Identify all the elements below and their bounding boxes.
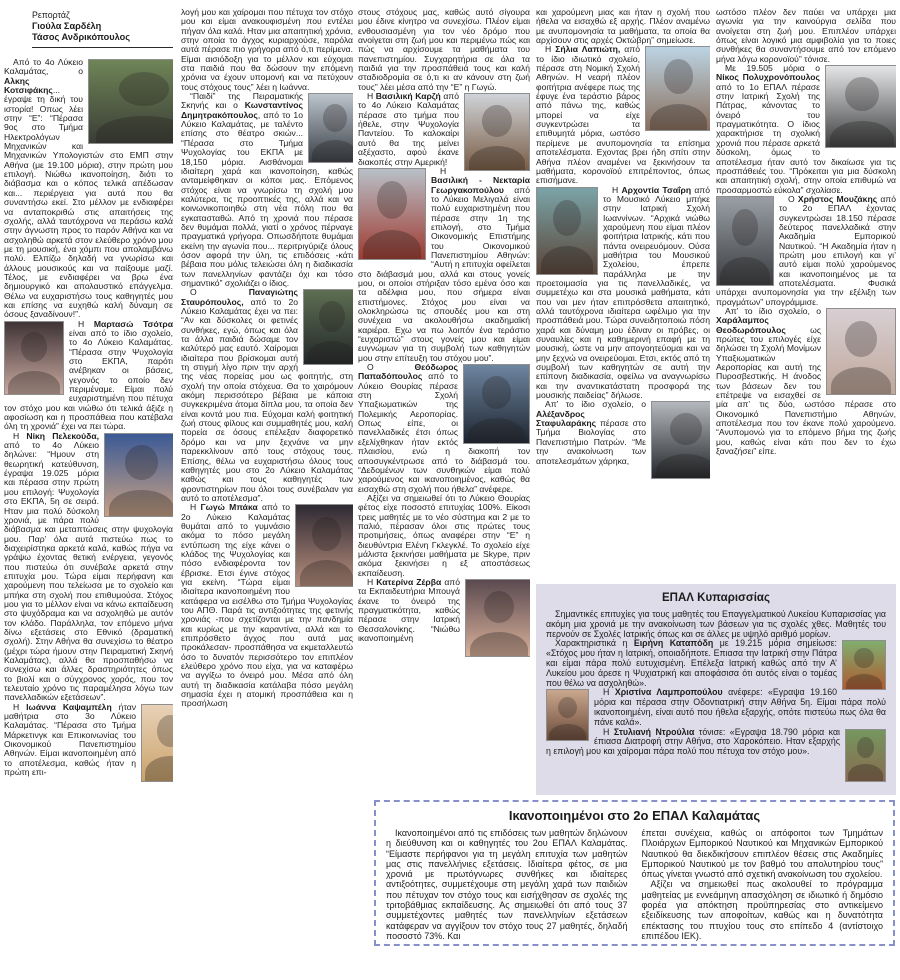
student-photo-alkis-kotsifakis: [88, 59, 173, 144]
article-paragraph: Η Βασιλική Καρζή από το 4ο Λύκειο Καλαμάτας πέρασε στο τμήμα που ήθελε, στην Ψυχολογία Παντείου. Το καλοκαίρι αυτό θα της μείνει αξέχαστο, αφού έκανε διακοπές στην Αμερική!: [358, 92, 530, 167]
portrait-silhouette-icon: [8, 371, 59, 395]
portrait-silhouette-icon: [650, 104, 707, 132]
portrait-silhouette-icon: [157, 715, 173, 747]
student-photo-martaso-tsotra: [4, 321, 64, 395]
student-photo-christina-lampropoulou: [546, 689, 589, 741]
column-1-text: [4, 58, 173, 777]
article-paragraph: Ο Παναγιώτης Σταυρόπουλος, από το 2ο Λύκειο Καλαμάτας έχει να πει: “Αν και δύσκολες οι φετινές συνθήκες, εγώ, όπως και όλα τα άλλα παιδιά δώσαμε τον καλύτερό μας εαυτό. Χαίρομαι ιδιαίτερα που βρίσκομαι αυτή τη στιγμή λίγο πριν την αρχή της νέας πορείας μου ως φοιτητής, στη σχολή την οποία στόχευα. Θα το χαιρόμουν ακόμη περισσότερο βέβαια με κάποια συγκεκριμένα άτομα δίπλα μου, τα οποία δεν είναι κοντά μου πια. Εύχομαι καλή φοιτητική ζωή στους φίλους και συμμαθητές μου, καλή πορεία σε όσους επέλεξαν διαφορετικό δρόμο και να μην ξεχνάνε να μην παρεκκλίνουν από τους στόχους τους. Επίσης, θέλω να ευχαριστήσω όλους τους καθηγητές μου στο 2ο Λύκειο Καλαμάτας καθώς και τους καθηγητές των φροντιστηρίων που όλοι τους συνέβαλαν για αυτό το αποτέλεσμα”.: [181, 288, 353, 503]
column-4-text: [536, 8, 710, 466]
article-paragraph: Η Νίκη Πελεκούδα, από το 4ο Λύκειο δηλώνει: “Ημουν στη θεωρητική κατεύθυνση, έγραψα 19.025 μόρια και πέρασα στην πρώτη μου επιλογή: Ψυχολογία στο ΕΚΠΑ, 5η σε σειρά. Ηταν μια πολύ δύσκολη χρονιά, με πάρα πολύ διάβασμα και μεταπτώσεις στην ψυχολογία μου. Παρ’ όλα αυτά πιστεύω πως το διαχειρίστηκα αρκετά καλά, καθώς πήγα να γράψω έχοντας θετική ενέργεια, γεγονός που πιστεύω ότι συνέβαλε αρκετά στην επιτυχία μου. Τώρα είμαι περήφανη και χαρούμενη που τελείωσα με το σχολείο και μπήκα στη σχολή που επιθυμούσα. Στόχος μου για το μέλλον είναι να κάνω εκπαίδευση στο ψυχόδραμα και να ασχοληθώ με αυτόν τον κλάδο. Παράλληλα, τον επόμενο μήνα δίνω εξετάσεις στο Εθνικό (δραματική σχολή). Στην Αθήνα θα συνεχίσω το θέατρο (μέχρι τώρα ήμουν στην Πειραματική Σκηνή Καλαμάτας), αλλά θα προσπαθήσω να συνεχίσω και άλλες δραστηριότητες όπως το βιολί και ο σύγχρονος χορός, που τον τελευταίο χρόνο τις παραμέλησα λόγω των πανελλαδικών εξετάσεων”.: [4, 432, 173, 703]
student-photo-eirini-katapodi: [842, 640, 886, 690]
student-photo-nikos-polychronopoulos: [825, 65, 896, 148]
portrait-silhouette-icon: [553, 200, 581, 236]
article-paragraph: Απ’ το ίδιο σχολείο, ο Χαράλαμπος Θεοδωρόπουλος ως πρώτες του επιλογές είχε δηλώσει τη Σχολή Μονίμων Υπαξιωματικών Αεροπορίας και αυτή της Πυροσβεστικής. Η άνοδος των βάσεων δεν του επέτρεψε να εισαχθεί σε μία απ’ τις δύο, ωστόσο πέρασε στο Οικονομικό Πανεπιστήμιο Αθηνών, αποτέλεσμα που τον έκανε πολύ χαρούμενο. “Ανυπομονώ για το επόμενο βήμα της ζωής μου, καθώς είναι κάτι που δεν το έχω ξαναζήσει” είπε.: [716, 306, 896, 457]
byline: [32, 10, 173, 48]
article-paragraph: “Παιδί” της Πειραματικής Σκηνής και ο Κωνσταντίνος Δημητρακόπουλος, από το 1ο Λύκειο Καλαμάτας, με ταλέντο επίσης στο θέατρο σκιών... “Πέρασα στο Τμήμα Ψυχολογίας του ΕΚΠΑ με 18,150 μόρια. Αισθάνομαι ιδιαίτερη χαρά και ικανοποίηση, καθώς ανταμείφθηκαν οι κόποι μας. Επόμενος στόχος είναι να γνωρίσω τη σχολή μου καλύτερα, τις προοπτικές της, αλλά και να κοινωνικοποιηθώ στη νέα πόλη που θα εγκατασταθώ. Από τη χρονιά που πέρασε δεν θυμάμαι πολλά, γιατί ο χρόνος πέρναγε πραγματικά γρήγορα. Οπωσδήποτε θυμάμαι εκείνη την αγωνία που... περιτριγύριζε όλους όσον αφορά την ύλη, τις επιδόσεις -κάτι βέβαια που μόλις τελειώσει όλη η διαδικασία των πανελληνίων φαντάζει όχι και τόσο σημαντικό” σχολιάζει ο ίδιος.: [181, 92, 353, 288]
student-photo-theodoros-papadopoulos: [463, 364, 530, 444]
student-photo-katerina-zerva: [465, 579, 530, 657]
epal-kalamata-box: [374, 800, 895, 946]
column-5-text: [716, 8, 896, 457]
portrait-silhouette-icon: [664, 59, 694, 94]
portrait-silhouette-icon: [831, 367, 891, 395]
article-paragraph: Από το 4ο Λύκειο Καλαμάτας, ο Αλκης Κοτσιφάκης... έγραψε τη δική του ιστορία! Οπως λέει στην “Ε”: “Πέρασα 9ος στο Τμήμα Ηλεκτρολόγων Μηχανικών και Μηχανικών Υπολογιστών στο ΕΜΠ στην Αθήνα (με 19.100 μόρια), στην πρώτη μου επιλογή. Νιώθω ικανοποίηση, διότι το διάβασμα και ο κόπος τελικά απέδωσαν και... περιέργεια για αυτά που θα συναντήσω εκεί. Στο μέλλον με ενδιαφέρει να ανταποκριθώ στις απαιτήσεις της σχολής, αλλά ταυτόχρονα να περάσω καλά στην άγνωστη προς το παρόν Αθήνα και να ασχοληθώ αρκετά στον ελεύθερο χρόνο μου με τη μουσική, ένα χόμπι που απολαμβάνω πολύ. Ελπίζω δηλαδή να γνωρίσω και άλλους μουσικούς και να παίξουμε μαζί. Τέλος, με ενδιαφέρει να βρω ένα δημιουργικό και απολαυστικό επάγγελμα. Θέλω να ευχαριστήσω τους καθηγητές μου και επίσης να ευχηθώ καλή δύναμη σε όσους ξαναδίνουν!”.: [4, 58, 173, 320]
article-paragraph: Η Ιωάννα Καψαμπέλη ήταν μαθήτρια στο 3ο Λύκειο Καλαμάτας. “Πέρασα στο Τμήμα Μάρκετινγκ και Επικοινωνίας του Οικονομικού Πανεπιστημίου Αθηνών. Είμαι ικανοποιημένη από το αποτέλεσμα, καθώς ήταν η πρώτη επι-: [4, 703, 173, 778]
byline-author-1: Γιούλα Σαρδέλη: [32, 21, 102, 31]
portrait-silhouette-icon: [312, 140, 353, 163]
article-paragraph: Αξίζει να σημειωθεί ότι το Λύκειο Θουρίας φέτος είχε ποσοστό επιτυχίας 100%. Είκοσι τρεις μαθητές με το νέο σύστημα και 2 με το παλιό, πέρασαν όλοι στις πρώτες τους προτιμήσεις, όπως αναφέρει στην “Ε” η διευθύντρια Ελένη Γκλεγκλέ. Το σχολείο είχε μάλιστα ξεκινήσει μαθήματα με Skype, πριν ακόμα ξεκινήσει η εξ αποστάσεως εκπαίδευση.: [358, 492, 530, 578]
student-photo-ioanna-kapsampeli: [141, 704, 173, 782]
byline-author-2: Τάσος Ανδρικόπουλος: [32, 32, 130, 42]
student-photo-styliani-ntroulia: [845, 729, 886, 782]
article-paragraph: έπεται συνέχεια, καθώς οι απόφοιτοι των Τμημάτων Πλοιάρχων Εμπορικού Ναυτικού και Μηχανικών Εμπορικού Ναυτικού θα διεκδικήσουν επιπλέον θέσεις στις Ακαδημίες Εμπορικού Ναυτικού με τον βαθμό του απολυτηρίου τους” όπως γίνεται γνωστό από σχετική ανακοίνωση του σχολείου.: [641, 828, 883, 880]
article-column-2: [181, 8, 353, 948]
kyparissia-box-text: [546, 610, 886, 757]
article-column-1: [4, 8, 173, 948]
portrait-silhouette-icon: [323, 104, 347, 133]
portrait-silhouette-icon: [119, 72, 170, 107]
portrait-silhouette-icon: [319, 301, 345, 332]
kyparissia-success-box: [536, 584, 896, 795]
epal-box-left-column: [386, 828, 628, 941]
epal-box-title: Ικανοποιημένοι στο 2ο ΕΠΑΛ Καλαμάτας: [508, 808, 761, 823]
portrait-silhouette-icon: [670, 413, 701, 445]
article-paragraph: λογή μου και χαίρομαι που πέτυχα τον στόχο μου και είμαι ανακουφισμένη που εντέλει πήγαν όλα καλά. Ηταν μια απαιτητική χρόνια, στην οποία το άγχος κυριαρχούσε, παρόλα αυτά πέρασε πιο γρήγορα από ό,τι περίμενα. Είμαι αισιόδοξη για το μέλλον και εύχομαι στα παιδιά που θα δώσουν την επόμενη χρόνια να έχουν υπομονή και να πετύχουν τους στόχους τους” λέει η Ιωάννα.: [181, 8, 353, 92]
article-paragraph: και χαρούμενη μιας και ήταν η σχολή που ήθελα να εισαχθώ εξ αρχής. Πλέον αναμένω με ανυπομονησία τα μαθήματα, τα οποία θα αρχίσουν στις αρχές Οκτώβρη” σημείωσε.: [536, 8, 710, 46]
portrait-silhouette-icon: [857, 737, 875, 758]
epal-box-right-column: [642, 828, 884, 941]
portrait-silhouette-icon: [549, 724, 585, 741]
article-column-5: [716, 8, 896, 582]
portrait-silhouette-icon: [145, 756, 173, 781]
article-paragraph: ωστόσο πλέον δεν παύει να υπάρχει μια αγωνία για την καινούργια σελίδα που ανοίγεται στη ζωή μου. Επιπλέον υπάρχει όπως είναι λογικό μια αμφιβολία για το ποιες συνθήκες θα συναντήσουμε από τον επόμενο μήνα λόγω κορονοϊού” τόνισε.: [716, 8, 896, 64]
article-paragraph: Ο Χρήστος Μουζάκης από το 2ο ΕΠΑΛ έχοντας συγκεντρώσει 18.150 πέρασε δεύτερος πανελλαδικά στην Ακαδημία Εμπορικού Ναυτικού. “Η Ακαδημία ήταν η πρώτη μου επιλογή και γι’ αυτό είμαι πολύ χαρούμενος και ικανοποιημένος με τα αποτελέσματα. Φυσικά υπάρχει ανυπομονησία για την εξέλιξη των πραγμάτων” υπογράμμισε.: [716, 193, 896, 307]
kyparissia-box-title: ΕΠΑΛ Κυπαρισσίας: [662, 592, 770, 604]
student-photo-niki-pelekouda: [104, 433, 173, 517]
student-photo-alexandros-stafylarakis: [651, 401, 710, 479]
portrait-silhouette-icon: [541, 246, 594, 275]
portrait-silhouette-icon: [307, 341, 353, 366]
student-photo-silia-lapioti: [645, 46, 710, 131]
portrait-silhouette-icon: [21, 332, 48, 362]
portrait-silhouette-icon: [312, 517, 340, 551]
portrait-silhouette-icon: [300, 560, 353, 587]
article-paragraph: Με 19.505 μόρια ο Νίκος Πολυχρονόπουλος από το 1ο ΕΠΑΛ πέρασε στην Ιατρική Σχολή της Πάτρας, κάνοντας το όνειρό του πραγματικότητα. Ο ίδιος χαρακτήρισε τη σχολική χρονιά που πέρασε αρκετά δύσκολη, όμως το αποτέλεσμα ήταν αυτό τον δικαίωσε για τις προσπάθειές του. “Πρόκειται για μια δύσκολη και απαιτητική σχολή, στην οποία επιθυμώ να προσαρμοστώ εύκολα” σχολίασε.: [716, 64, 896, 195]
article-column-3: [358, 8, 530, 796]
article-column-4: [536, 8, 710, 582]
article-paragraph: Η Βασιλική - Νεκταρία Γεωργακοπούλου από το Λύκειο Μελιγαλά είναι πολύ ευχαριστημένη που πέρασε στην 1η της επιλογή, στο Τμήμα Οικονομικής Επιστήμης του Οικονομικού Πανεπιστημίου Αθηνών: “Αυτή η επιτυχία οφείλεται στο διάβασμά μου, αλλά και στους γονείς μου, οι οποίοι στήριξαν τόσο εμένα όσο και τα αδέλφια μου, που σήμερα είναι επιστήμονες. Στόχος μου είναι να ολοκληρώσω τις σπουδές μου και στη συνέχεια να ακολουθήσω ακαδημαϊκή καριέρα. Εχω να πω λοιπόν ένα τεράστιο “ευχαριστώ” στους γονείς μου και είμαι ευγνώμων για τη συμβολή των καθηγητών μου στην επίτευξη του στόχου μου”.: [358, 165, 530, 363]
student-photo-christos-mouzakis: [716, 196, 774, 286]
portrait-silhouette-icon: [854, 648, 873, 668]
portrait-silhouette-icon: [846, 674, 883, 690]
column-2-text: [181, 8, 353, 709]
portrait-silhouette-icon: [363, 230, 421, 260]
portrait-silhouette-icon: [482, 105, 511, 137]
article-paragraph: στους στόχους μας, καθώς αυτό σίγουρα μου έδινε κίνητρο να συνεχίσω. Πλέον είμαι ενθουσιασμένη για τον νέο δρόμο που ανοίγεται στη ζωή μου και περιμένω πώς και πώς να αρχίσουμε τα μαθήματα του πανεπιστημίου. Συγχαρητήρια σε όλα τα παιδιά για την προσπάθειά τους και καλή σταδιοδρομία σε ό,τι κι αν κάνουν στη ζωή τους” λέει μέσα από την “Ε” η Γωγώ.: [358, 8, 530, 92]
article-paragraph: Σημαντικές επιτυχίες για τους μαθητές του Επαγγελματικού Λυκείου Κυπαρισσίας για ακόμη μια χρονιά με την ανακοίνωση των βάσεων για τις σχολές χθες. Μαθητές του περνούν σε Σχολές Ιατρικής όπως και σε άλλες με υψηλό αριθμό μορίων.: [546, 609, 886, 639]
portrait-silhouette-icon: [125, 445, 159, 479]
portrait-silhouette-icon: [845, 321, 876, 357]
article-paragraph: Η Μαρτασώ Τσότρα είναι από το ίδιο σχολείο, το 4ο Λύκειο Καλαμάτας. “Πέρασα στην Ψυχολογία στο ΕΚΠΑ, παρότι ανέβηκαν οι βάσεις, γεγονός το οποίο δεν περιμέναμε. Είμαι πολύ ευχαριστημένη που πέτυχα τον στόχο μου και νιώθω ότι τελικά άξιζε η αφοσίωση και η προσπάθεια που κατέβαλα όλη τη χρονιά” έχει να πει τώρα.: [4, 318, 173, 432]
student-photo-vasiliki-nektaria-georgakopoulou: [358, 168, 426, 260]
article-paragraph: Χαρακτηριστικά η Ειρήνη Καταπόδη με 19.215 μόρια σημείωσε: «Στόχος μου ήταν η Ιατρική, οποιαδήποτε. Επιασα την Ιατρική στην Πάτρα και είμαι πάρα πολύ ευτυχισμένη. Επέλεξα Ιατρική καθώς από την Α’ Λυκείου μου άρεσε η Ψυχιατρική και αποφάσισα ότι αυτός είναι ο τομέας που θέλω να ασχοληθώ».: [546, 639, 886, 688]
student-photo-panagiotis-stavropoulos: [303, 289, 353, 365]
portrait-silhouette-icon: [845, 77, 878, 111]
portrait-silhouette-icon: [470, 632, 528, 657]
article-paragraph: Η Αρχοντία Τσαΐρη από το Μουσικό Λύκειο μπήκε στην Ιατρική Σχολή Ιωαννίνων. “Αρχικά νιώθω χαρούμενη που είμαι πλέον φοιτήτρια Ιατρικής, κάτι που πάντα ονειρευόμουν. Ούσα μαθήτρια του Μουσικού Σχολείου, έπρεπε παράλληλα με την προετοιμασία για τις πανελλαδικές, να συμμετέχω και στα μουσικά μαθήματα, κάτι που ναι μεν ήταν επιπρόσθετα απαιτητικό, αλλά ταυτόχρονα ιδιαίτερα ωφέλιμο για την προσπάθειά μου. Τώρα συνειδητοποιώ πόση χαρά και δύναμη μου έδιναν οι πρόβες, οι συναυλίες και η καθημερινή επαφή με τη μουσική, ώστε να μην απογοητεύομαι και να μην ξεχνώ να ονειρεύομαι. Ετσι, εκτός από τη συμβολή των καθηγητών σε αυτή την επίπονη διαδικασία, οφείλω να αναγνωρίσω και την αναντικατάστατη προσφορά της μουσικής παιδείας” δήλωσε.: [536, 184, 710, 401]
student-photo-archontia-tsairi: [536, 187, 598, 275]
article-paragraph: Η Σήλια Λαπιώτη, από το ίδιο ιδιωτικό σχολείο, πέρασε στη Νομική Σχολή Αθηνών. Η νεαρή πλέον φοιτήτρια ανέφερε πως της έφυγε ένα τεράστιο βάρος από πάνω της, καθώς μπορεί να είχε συγκεντρώσει τα επιθυμητά μόρια, ωστόσο περίμενε με ανυπομονησία τα επίσημα αποτελέσματα. Εχοντας βρει ήδη σπίτι στην Αθήνα πλέον αναμένει να ξεκινήσουν τα μαθήματα, κορονοϊού επιτρέποντος, όπως επισήμανε.: [536, 44, 710, 186]
article-paragraph: Η Κατερίνα Ζέρβα από τα Εκπαιδευτήρια Μπουγά έκανε το όνειρό της πραγματικότητα, καθώς πέρασε στην Ιατρική Θεσσαλονίκης. “Νιώθω ικανοποιημένη: [358, 578, 530, 643]
column-3-text: [358, 8, 530, 643]
portrait-silhouette-icon: [109, 490, 173, 517]
portrait-silhouette-icon: [830, 121, 893, 148]
portrait-silhouette-icon: [848, 764, 882, 781]
epal-box-columns: [386, 828, 883, 941]
article-paragraph: Η Στυλιανή Ντρούλια τόνισε: «Εγραψα 18.790 μόρια και έπιασα Διατροφή στην Αθήνα, στο Χαροκόπειο. Ηταν εξαρχής η επιλογή μου και χαίρομαι πάρα πολύ που πέτυχα τον στόχο μου».: [546, 728, 886, 757]
portrait-silhouette-icon: [656, 454, 710, 479]
student-photo-gogo-mpaka: [295, 504, 353, 587]
byline-label: Ρεπορτάζ: [32, 10, 70, 20]
portrait-silhouette-icon: [732, 209, 758, 246]
article-paragraph: Η Γωγώ Μπάκα από το 2ο Λύκειο Καλαμάτας θυμάται από το γυμνάσιο ακόμα το πόσο μεγάλη εντύπωση της είχε κάνει ο κλάδος της Ψυχολογίας και πόσο ενδιαφέροντα τον έβρισκε. Ετσι έγινε στόχος για εκείνη. “Τώρα είμαι ιδιαίτερα ικανοποιημένη που κατάφερα να εισέλθω στο Τμήμα Ψυχολογίας του ΑΠΘ. Παρά τις αντιξοότητες της φετινής χρονιάς -που σχετίζονται με την πανδημία και κυρίως με την καραντίνα, αλλά και το επιπρόσθετο άγχος που αυτά μας προκάλεσαν- προσπάθησα να εκμεταλλευτώ όσο το δυνατόν περισσότερο τον επιπλέον ελεύθερο χρόνο που είχα, για να καταφέρω να αγγίξω το όνειρό μου. Μέσα από όλη αυτή τη διαδικασία κατάλαβα πόσο μεγάλη σημασία έχει η ατομική προσπάθεια και η προσήλωση: [181, 503, 353, 709]
article-paragraph: Απ’ το ίδιο σχολείο, ο Αλέξανδρος Σταφυλαράκης πέρασε στο Τμήμα Βιολογίας στο Πανεπιστήμιο Πατρών. “Με την ανακοίνωση των αποτελεσμάτων χάρηκα,: [536, 400, 710, 465]
article-paragraph: Αξίζει να σημειωθεί πως ακολουθεί το πρόγραμμα μαθητείας με εννεάμηνη απασχόληση σε ιδιωτικό ή δημόσιο φορέα για απόκτηση προϋπηρεσίας στο αντικείμενο εξειδίκευσης των αποφοίτων, καθώς και η δυνατότητα επέκτασης του πτυχίου τους στο επίπεδο 4 (αντίστοιχο επιπέδου ΙΕΚ).: [641, 879, 883, 941]
article-paragraph: Η Χριστίνα Λαμπροπούλου ανέφερε: «Εγραψα 19.160 μόρια και πέρασα στην Οδοντιατρική στην Αθήνα 5η. Είμαι πάρα πολύ ικανοποιημένη, είναι αυτό που ήθελα εξαρχής, οπότε πιστεύω πως όλα θα πάνε καλά».: [546, 688, 886, 727]
student-photo-vasiliki-karzi: [464, 93, 530, 171]
portrait-silhouette-icon: [558, 697, 577, 718]
portrait-silhouette-icon: [377, 181, 407, 219]
portrait-silhouette-icon: [96, 116, 173, 144]
article-paragraph: Ικανοποιημένοι από τις επιδόσεις των μαθητών δηλώνουν η διεύθυνση και οι καθηγητές του 2ου ΕΠΑΛ Καλαμάτας. “Είμαστε περήφανοι για τη μεγάλη επιτυχία των μαθητών μας στις πανελλήνιες εξετάσεις. Ιδιαίτερα φέτος, σε μια χρονιά με πρωτόγνωρες συνθήκες και ιδιαίτερες αντιξοότητες, συμμετέχουμε στη μεγάλη χαρά των παιδιών που πέτυχαν τον στόχο τους και εισήχθησαν σε σχολές της τριτοβάθμιας εκπαίδευσης. Ας σημειωθεί ότι από τους 37 συμμετέχοντες μαθητές των πανελληνίων εξετάσεων κατάφεραν να αγγίξουν τον στόχο τους 27 μαθητές, δηλαδή ποσοστό 73%. Και: [386, 828, 628, 941]
portrait-silhouette-icon: [484, 591, 514, 623]
portrait-silhouette-icon: [468, 418, 525, 444]
student-photo-konstantinos-dimitrakopoulos: [308, 93, 353, 163]
portrait-silhouette-icon: [482, 376, 512, 409]
article-paragraph: Ο Θεόδωρος Παπαδόπουλος από το Λύκειο Θουρίας πέρασε στη Σχολή Υπαξιωματικών της Πολεμικής Αεροπορίας. Οπως είπε, οι πανελλαδικές έτσι όπως εξελίχθηκαν ήταν εκτός πλαισίου, ενώ η διακοπή τον αποσυγκέντρωσε από το διάβασμά του. “Δεδομένων των συνθηκών είμαι πολύ χαρούμενος και ικανοποιημένος, καθώς θα εισαχθώ στη σχολή που ήθελα” ανέφερε.: [358, 362, 530, 494]
student-photo-charalampos-theodoropoulos: [826, 308, 896, 395]
portrait-silhouette-icon: [469, 146, 525, 171]
portrait-silhouette-icon: [720, 257, 769, 286]
